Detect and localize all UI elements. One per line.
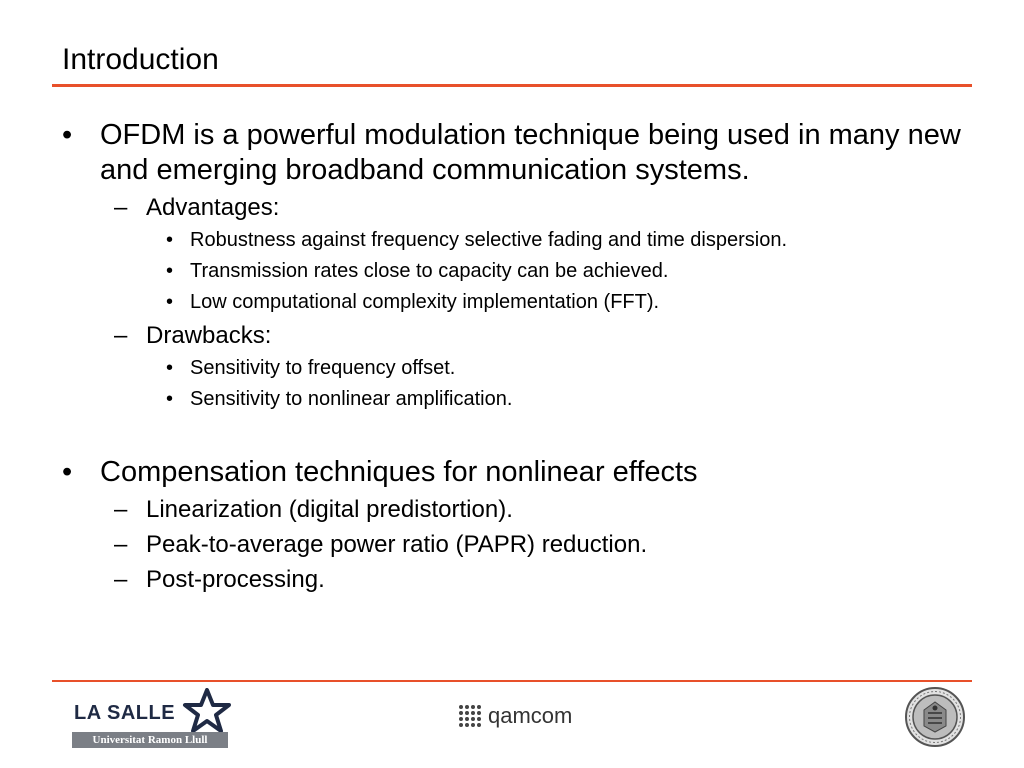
footer-divider xyxy=(52,680,972,682)
sub-bullet-text: Linearization (digital predistortion). xyxy=(146,496,513,523)
sub-sub-bullet-text: Sensitivity to nonlinear amplification. xyxy=(190,388,513,410)
sub-sub-bullet-text: Robustness against frequency selective fading and time dispersion. xyxy=(190,229,788,251)
sub-bullet-text: Drawbacks: xyxy=(146,322,272,349)
sub-sub-bullet-item xyxy=(62,289,962,316)
bullet-icon: • xyxy=(166,388,174,410)
lasalle-logo-text: LA SALLE xyxy=(74,702,176,724)
bullet-text: Compensation techniques for nonlinear effects xyxy=(100,456,698,488)
university-seal-icon xyxy=(904,686,966,748)
bullet-item xyxy=(62,455,962,490)
sub-bullet-item xyxy=(62,320,962,351)
bullet-icon: • xyxy=(166,229,174,251)
bullet-item xyxy=(62,118,962,188)
sub-sub-bullet-text: Sensitivity to frequency offset. xyxy=(190,357,456,379)
bullet-icon: • xyxy=(166,291,174,313)
sub-sub-bullet-item xyxy=(62,227,962,254)
sub-bullet-item xyxy=(62,529,962,560)
sub-sub-bullet-text: Transmission rates close to capacity can be achieved. xyxy=(190,260,669,282)
sub-bullet-text: Advantages: xyxy=(146,194,280,221)
qamcom-logo-text: qamcom xyxy=(488,703,573,728)
sub-bullet-item xyxy=(62,494,962,525)
dash-icon: – xyxy=(114,194,128,221)
dash-icon: – xyxy=(114,322,128,349)
sub-sub-bullet-item xyxy=(62,386,962,413)
qamcom-logo xyxy=(458,702,598,730)
bullet-icon: • xyxy=(166,357,174,379)
slide-title: Introduction xyxy=(62,43,219,76)
dash-icon: – xyxy=(114,566,128,593)
sub-bullet-text: Peak-to-average power ratio (PAPR) reduction. xyxy=(146,531,648,558)
dot-grid-icon xyxy=(458,704,482,728)
slide-content xyxy=(62,118,962,599)
dash-icon: – xyxy=(114,496,128,523)
sub-bullet-item xyxy=(62,564,962,595)
bullet-text: OFDM is a powerful modulation technique being used in many new and emerging broadband communication systems. xyxy=(100,119,961,186)
spacer xyxy=(62,417,962,455)
lasalle-logo xyxy=(72,688,234,750)
sub-bullet-text: Post-processing. xyxy=(146,566,325,593)
lasalle-logo-subtitle: Universitat Ramon Llull xyxy=(72,732,228,748)
sub-sub-bullet-item xyxy=(62,258,962,285)
bullet-icon: • xyxy=(62,119,73,151)
title-divider xyxy=(52,84,972,87)
sub-bullet-item xyxy=(62,192,962,223)
star-icon xyxy=(182,688,232,734)
sub-sub-bullet-text: Low computational complexity implementation (FFT). xyxy=(190,291,660,313)
dash-icon: – xyxy=(114,531,128,558)
bullet-icon: • xyxy=(62,456,73,488)
bullet-icon: • xyxy=(166,260,174,282)
sub-sub-bullet-item xyxy=(62,355,962,382)
